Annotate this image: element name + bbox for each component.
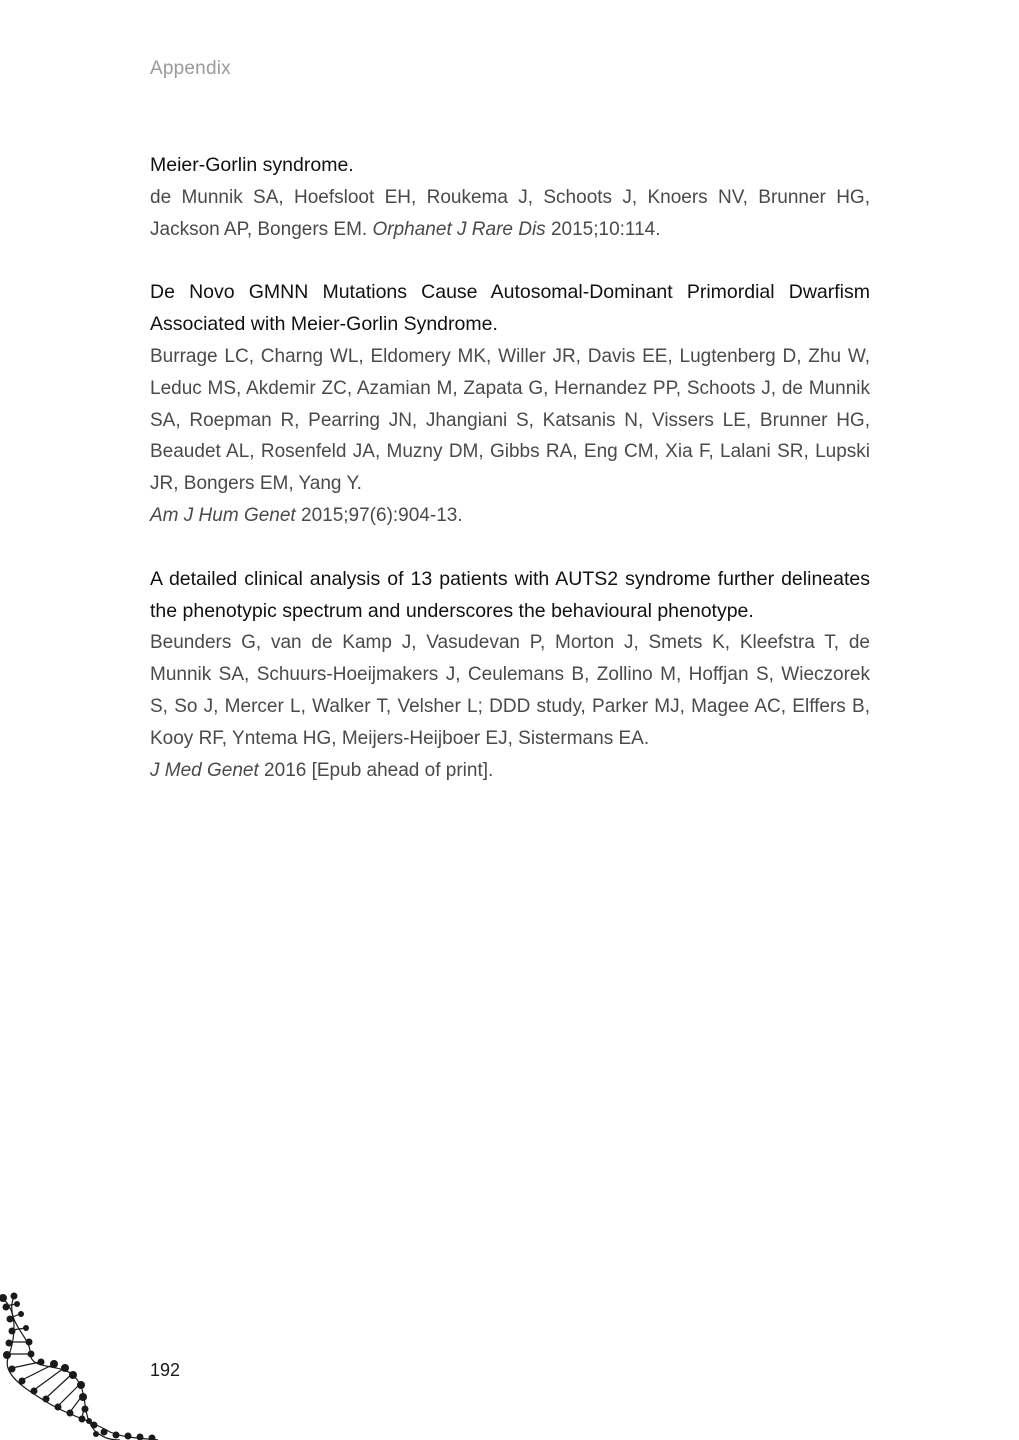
publication-entry — [150, 150, 870, 245]
publication-entry — [150, 277, 870, 531]
publication-source — [150, 755, 870, 787]
publication-title: Meier-Gorlin syndrome. — [150, 154, 354, 176]
author-list: Burrage LC, Charng WL, Eldomery MK, Willer JR, Davis EE, Lugtenberg D, Zhu W, Leduc MS, Akdemir ZC, Azamian M, Zapata G, Hernandez PP, Schoots J, de Munnik SA, Roepman R, Pearring JN, Jhangiani S, Katsanis N, Vissers LE, Brunner HG, Beaudet AL, Rosenfeld JA, Muzny DM, Gibbs RA, Eng CM, Xia F, Lalani SR, Lupski JR, Bongers EM, Yang Y. — [150, 345, 870, 495]
page-number: 192 — [150, 1360, 181, 1380]
dna-helix-icon — [0, 1292, 170, 1440]
publication-entry — [150, 564, 870, 787]
author-list: Beunders G, van de Kamp J, Vasudevan P, Morton J, Smets K, Kleefstra T, de Munnik SA, Schuurs-Hoeijmakers J, Ceulemans B, Zollino M, Hoffjan S, Wieczorek S, So J, Mercer L, Walker T, Velsher L; DDD study, Parker MJ, Magee AC, Elffers B, Kooy RF, Yntema HG, Meijers-Heijboer EJ, Sistermans EA. — [150, 632, 870, 749]
running-header: Appendix — [150, 58, 231, 79]
citation-details: 2015;97(6):904-13. — [295, 504, 463, 526]
journal-name: J Med Genet — [150, 759, 259, 781]
publication-source — [150, 500, 870, 532]
publication-list — [150, 150, 870, 818]
citation-details: 2016 [Epub ahead of print]. — [258, 759, 494, 781]
publication-authors-and-source — [150, 182, 870, 246]
journal-name: Orphanet J Rare Dis — [372, 218, 546, 240]
author-list: de Munnik SA, Hoefsloot EH, Roukema J, Schoots J, Knoers NV, Brunner HG, Jackson AP, Bongers EM. — [150, 186, 870, 240]
journal-name: Am J Hum Genet — [150, 504, 296, 526]
publication-title: De Novo GMNN Mutations Cause Autosomal-Dominant Primordial Dwarfism Associated with Meier-Gorlin Syndrome. — [150, 281, 870, 336]
citation-details: 2015;10:114. — [545, 218, 661, 240]
publication-title: A detailed clinical analysis of 13 patients with AUTS2 syndrome further delineates the phenotypic spectrum and underscores the behavioural phenotype. — [150, 567, 870, 622]
